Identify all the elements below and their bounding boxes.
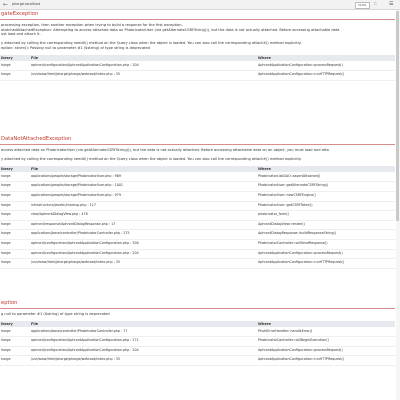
table-row-divider <box>0 346 395 347</box>
where-cell: AphrontApplicationConfiguration::processRequest() <box>258 347 343 352</box>
file-cell: /usr/www/html/phorge/phorge/webroot/index.php : 35 <box>31 260 120 265</box>
bookmark-star-icon[interactable]: ☆ <box>373 1 378 7</box>
column-header-file: File <box>31 321 39 326</box>
table-row-divider <box>0 239 395 240</box>
exception-message: y attached by calling the corresponding needX() method on the Query class when the object is loaded. You can also call the corresponding attachX() method explicitly. <box>1 157 302 162</box>
library-cell: horge <box>1 231 11 236</box>
column-header-ibrary: ibrary <box>1 55 13 60</box>
table-row-divider <box>0 249 395 250</box>
library-cell: horge <box>1 241 11 245</box>
library-cell: horge <box>1 202 11 207</box>
library-cell: horge <box>1 62 11 67</box>
library-cell: horge <box>1 212 11 217</box>
library-cell: horge <box>1 193 11 197</box>
table-row-divider <box>0 80 395 81</box>
where-cell: AphrontDialogView::render() <box>258 221 305 226</box>
table-row-divider <box>0 229 395 230</box>
file-cell: applications/people/storage/PhabricatorUser.php : 989 <box>31 173 121 178</box>
column-header-file: File <box>31 166 39 171</box>
exception-message: eption: strlen(): Passing null to parameter #1 ($string) of type string is deprecated <box>1 46 151 50</box>
where-cell: AphrontApplicationConfiguration::processRequest() <box>258 62 343 67</box>
where-cell: PhabricatorUser::newCSRFEngine() <box>258 193 316 197</box>
where-cell: PhabricatorController::willSendResponse() <box>258 241 328 245</box>
browser-toolbar <box>0 0 400 10</box>
table-row-divider <box>0 201 395 202</box>
file-cell: aphront/configuration/AphrontApplicationConfiguration.php : 271 <box>31 338 139 343</box>
exception-title: eption <box>1 300 18 306</box>
hamburger-menu-icon[interactable]: ☰ <box>389 1 394 7</box>
file-cell: /usr/www/html/phorge/phorge/webroot/index.php : 35 <box>31 72 120 77</box>
file-cell: aphront/configuration/AphrontApplicationConfiguration.php : 204 <box>31 347 139 352</box>
table-row-divider <box>0 258 395 259</box>
section-divider <box>0 144 395 145</box>
where-cell: PhabricatorUser::getAlternateCSRFString() <box>258 183 329 188</box>
section-divider <box>0 19 395 20</box>
library-cell: horge <box>1 221 11 226</box>
column-header-where: Where <box>258 166 271 171</box>
file-cell: applications/base/controller/PhabricatorController.php : 275 <box>31 231 130 236</box>
table-row-divider <box>0 268 395 269</box>
scrollbar-thumb[interactable] <box>396 11 399 221</box>
stack-table-header <box>0 166 395 172</box>
exception-message: access attached data on PhabricatorUser (via getAlternateCSRFString()), but the data is not actually attached. Before accessing attachable data on an object, you must load and atta <box>1 148 329 152</box>
library-cell: horge <box>1 173 11 178</box>
library-cell: horge <box>1 260 11 265</box>
column-header-ibrary: ibrary <box>1 166 13 171</box>
file-cell: aphront/configuration/AphrontApplicationConfiguration.php : 204 <box>31 62 139 67</box>
file-cell: infrastructure/javelin/markup.php : 117 <box>31 202 96 207</box>
table-row-divider <box>0 336 395 337</box>
library-cell: horge <box>1 357 11 362</box>
table-row-divider <box>0 220 395 221</box>
address-bar[interactable]: phorge.localhost <box>12 2 41 6</box>
library-cell: horge <box>1 72 11 77</box>
column-header-where: Where <box>258 321 271 326</box>
stack-table-header <box>0 55 395 61</box>
exception-message: ust load and attach it. <box>1 32 41 37</box>
exception-message: atatchedAttachedException: Attempting to access attached data on PhabricatorUser (via getAlternateCSRFString()), but the data is not actually attached. Before accessing attachable data <box>1 27 340 32</box>
exception-title: DataNotAttachedException <box>1 136 72 142</box>
section-divider <box>0 308 395 309</box>
where-cell: PhabricatorController::willBeginExecution() <box>258 338 329 343</box>
table-row-divider <box>0 365 395 366</box>
file-cell: view/AphrontDialogView.php : 478 <box>31 212 88 217</box>
exception-message: y attached by calling the corresponding needX() method on the Query class when the object is loaded. You can also call the corresponding attachX() method explicitly. <box>1 41 302 46</box>
exception-message: processing exception, then another exception when trying to build a response for the first exception. <box>1 23 183 27</box>
table-row-divider <box>0 355 395 356</box>
column-header-where: Where <box>258 55 271 60</box>
where-cell: AphrontApplicationConfiguration::runHTTPRequest() <box>258 72 345 77</box>
where-cell: PhabricatorUser::getCSRFToken() <box>258 202 313 207</box>
file-cell: aphront/configuration/AphrontApplicationConfiguration.php : 300 <box>31 241 139 245</box>
table-row-divider <box>0 191 395 192</box>
file-cell: aphront/response/AphrontDialogResponse.php : 17 <box>31 221 116 226</box>
file-cell: applications/base/controller/PhabricatorController.php : 77 <box>31 328 128 333</box>
where-cell: phabricator_form() <box>258 212 289 217</box>
where-cell: AphrontApplicationConfiguration::runHTTPRequest() <box>258 260 345 265</box>
file-cell: applications/people/storage/PhabricatorUser.php : 979 <box>31 193 121 197</box>
library-cell: horge <box>1 328 11 333</box>
table-row-divider <box>0 70 395 71</box>
table-row-divider <box>0 181 395 182</box>
where-cell: AphrontApplicationConfiguration::processRequest() <box>258 250 343 255</box>
column-header-file: File <box>31 55 39 60</box>
library-cell: horge <box>1 250 11 255</box>
exception-message: g null to parameter #1 ($string) of type string is deprecated <box>1 312 110 316</box>
file-cell: applications/people/storage/PhabricatorUser.php : 1001 <box>31 183 124 188</box>
where-cell: PhabricatorLiskDAO::assertAttached() <box>258 173 321 178</box>
back-arrow-icon[interactable]: ← <box>3 1 9 8</box>
zoom-level-button[interactable]: 110% <box>355 2 370 9</box>
column-header-ibrary: ibrary <box>1 321 13 326</box>
library-cell: horge <box>1 183 11 188</box>
file-cell: aphront/configuration/AphrontApplicationConfiguration.php : 204 <box>31 250 139 255</box>
where-cell: AphrontDialogResponse::buildResponseString() <box>258 231 337 236</box>
where-cell: PhutilErrorHandler::handleError() <box>258 328 313 333</box>
file-cell: /usr/www/html/phorge/phorge/webroot/index.php : 35 <box>31 357 120 362</box>
where-cell: AphrontApplicationConfiguration::runHTTPRequest() <box>258 357 345 362</box>
exception-title: gateException <box>1 11 39 17</box>
table-row-divider <box>0 210 395 211</box>
library-cell: horge <box>1 347 11 352</box>
stack-table-header <box>0 321 395 327</box>
library-cell: horge <box>1 338 11 343</box>
